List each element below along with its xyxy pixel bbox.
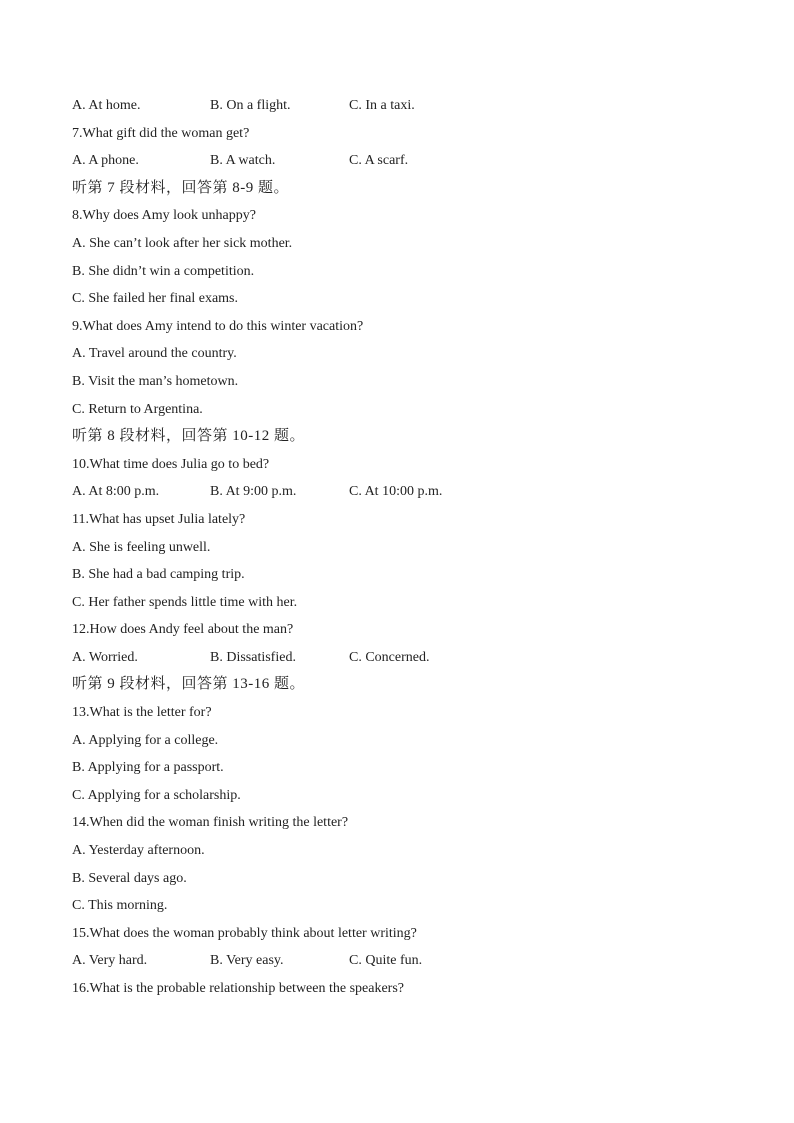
question-line: C. This morning. (72, 898, 168, 914)
section-heading: 听第 8 段材料，回答第 10-12 题。 (72, 428, 305, 445)
question-line: 12.How does Andy feel about the man? (72, 622, 294, 638)
answer-option: C. Quite fun. (349, 953, 423, 969)
question-line: 8.Why does Amy look unhappy? (72, 208, 256, 224)
section-heading: 听第 9 段材料，回答第 13-16 题。 (72, 676, 305, 693)
question-line: C. Return to Argentina. (72, 401, 203, 417)
answer-option: C. In a taxi. (349, 98, 415, 113)
answer-option: A. A phone. (72, 153, 139, 169)
question-line: B. Visit the man’s hometown. (72, 373, 239, 389)
answer-option: A. At 8:00 p.m. (72, 484, 160, 500)
answer-option: B. On a flight. (210, 98, 291, 113)
question-line: 10.What time does Julia go to bed? (72, 456, 270, 472)
answer-option: C. A scarf. (349, 153, 409, 169)
options-row (72, 644, 732, 672)
question-line: 15.What does the woman probably think about letter writing? (72, 925, 417, 941)
question-line: C. She failed her final exams. (72, 291, 239, 307)
answer-option: A. Worried. (72, 649, 138, 665)
answer-option: A. Very hard. (72, 953, 148, 969)
document-page (72, 92, 732, 1003)
question-line: 7.What gift did the woman get? (72, 125, 250, 141)
question-line: C. Her father spends little time with her. (72, 594, 298, 610)
answer-option: A. At home. (72, 98, 141, 113)
answer-option: B. A watch. (210, 153, 276, 169)
question-line: A. Applying for a college. (72, 732, 219, 748)
answer-option: C. Concerned. (349, 649, 430, 665)
question-line: 14.When did the woman finish writing the letter? (72, 815, 349, 831)
question-line: B. She didn’t win a competition. (72, 263, 255, 279)
answer-option: B. Dissatisfied. (210, 649, 296, 665)
question-line: A. Yesterday afternoon. (72, 843, 205, 859)
question-line: A. She is feeling unwell. (72, 539, 211, 555)
question-line: 9.What does Amy intend to do this winter vacation? (72, 318, 364, 334)
section-heading: 听第 7 段材料，回答第 8-9 题。 (72, 179, 289, 196)
options-row (72, 92, 732, 120)
question-line: B. Several days ago. (72, 870, 187, 886)
question-line: 13.What is the letter for? (72, 705, 212, 721)
question-line: C. Applying for a scholarship. (72, 787, 241, 803)
question-line: A. Travel around the country. (72, 346, 237, 362)
options-row (72, 147, 732, 175)
options-row (72, 947, 732, 975)
answer-option: B. At 9:00 p.m. (210, 484, 297, 500)
answer-option: C. At 10:00 p.m. (349, 484, 443, 500)
question-line: A. She can’t look after her sick mother. (72, 235, 293, 251)
question-line: 16.What is the probable relationship between the speakers? (72, 981, 404, 996)
answer-option: B. Very easy. (210, 953, 284, 969)
question-line: B. She had a bad camping trip. (72, 567, 245, 583)
question-line: B. Applying for a passport. (72, 760, 224, 776)
options-row (72, 478, 732, 506)
question-line: 11.What has upset Julia lately? (72, 511, 246, 527)
